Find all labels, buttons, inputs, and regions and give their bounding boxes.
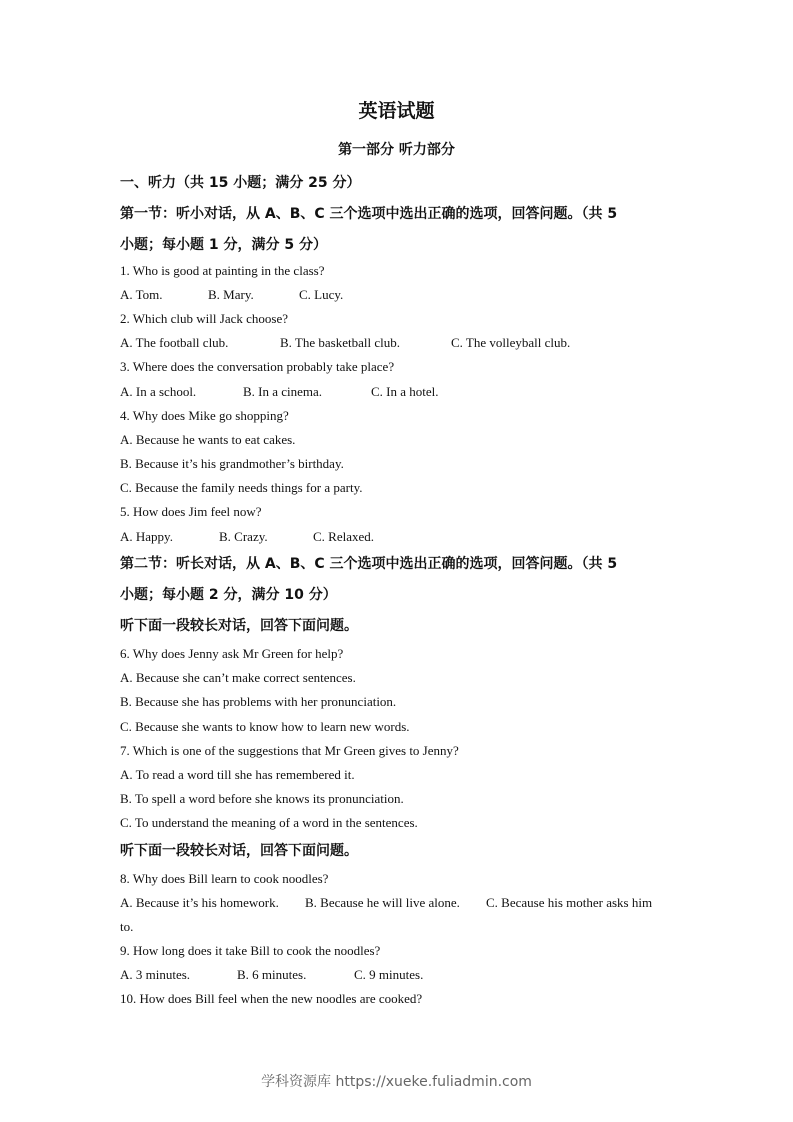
q1-option-a: A. Tom. — [120, 287, 163, 302]
question-6: 6. Why does Jenny ask Mr Green for help? — [120, 646, 344, 661]
q2-option-b: B. The basketball club. — [280, 335, 400, 350]
q9-option-a: A. 3 minutes. — [120, 967, 191, 982]
q3-option-b: B. In a cinema. — [243, 384, 323, 399]
q1-option-b: B. Mary. — [208, 287, 254, 302]
part-heading: 第一部分 听力部分 — [338, 142, 455, 158]
q3-option-a: A. In a school. — [120, 384, 197, 399]
q4-option-c: C. Because the family needs things for a party. — [120, 480, 363, 495]
q8-option-c-wrap: to. — [120, 919, 134, 934]
section-heading: 一、听力（共 15 小题；满分 25 分） — [120, 175, 361, 191]
q6-option-a: A. Because she can’t make correct sentences. — [120, 670, 356, 685]
q5-option-a: A. Happy. — [120, 529, 173, 544]
page-title: 英语试题 — [358, 100, 435, 122]
part2-instructions: 第二节：听长对话，从 A、B、C 三个选项中选出正确的选项，回答问题。（共 5 — [120, 556, 618, 572]
listening-instruction: 听下面一段较长对话，回答下面问题。 — [120, 618, 358, 634]
q4-option-a: A. Because he wants to eat cakes. — [120, 432, 296, 447]
q8-option-c: C. Because his mother asks him — [486, 895, 653, 910]
q3-option-c: C. In a hotel. — [371, 384, 439, 399]
q4-option-b: B. Because it’s his grandmother’s birthday. — [120, 456, 344, 471]
q8-option-a: A. Because it’s his homework. — [120, 895, 279, 910]
part1-instructions-cont: 小题；每小题 1 分，满分 5 分） — [120, 237, 327, 253]
q6-option-b: B. Because she has problems with her pronunciation. — [120, 694, 397, 709]
q5-option-b: B. Crazy. — [219, 529, 268, 544]
part1-instructions: 第一节：听小对话，从 A、B、C 三个选项中选出正确的选项，回答问题。（共 5 — [120, 206, 618, 222]
question-10: 10. How does Bill feel when the new noodles are cooked? — [120, 991, 423, 1006]
question-2: 2. Which club will Jack choose? — [120, 311, 288, 326]
part2-instructions-cont: 小题；每小题 2 分，满分 10 分） — [120, 587, 337, 603]
question-5: 5. How does Jim feel now? — [120, 504, 262, 519]
q7-option-b: B. To spell a word before she knows its pronunciation. — [120, 791, 404, 806]
question-1: 1. Who is good at painting in the class? — [120, 263, 325, 278]
q9-option-c: C. 9 minutes. — [354, 967, 424, 982]
q5-option-c: C. Relaxed. — [313, 529, 375, 544]
listening-instruction: 听下面一段较长对话，回答下面问题。 — [120, 843, 358, 859]
q2-option-c: C. The volleyball club. — [451, 335, 571, 350]
question-9: 9. How long does it take Bill to cook the noodles? — [120, 943, 381, 958]
q1-option-c: C. Lucy. — [299, 287, 344, 302]
q7-option-a: A. To read a word till she has remembered it. — [120, 767, 355, 782]
q6-option-c: C. Because she wants to know how to learn new words. — [120, 719, 410, 734]
q8-option-b: B. Because he will live alone. — [305, 895, 460, 910]
footer-watermark: 学科资源库 https://xueke.fuliadmin.com — [261, 1074, 532, 1090]
question-4: 4. Why does Mike go shopping? — [120, 408, 289, 423]
question-7: 7. Which is one of the suggestions that Mr Green gives to Jenny? — [120, 743, 459, 758]
q2-option-a: A. The football club. — [120, 335, 229, 350]
q7-option-c: C. To understand the meaning of a word in the sentences. — [120, 815, 418, 830]
question-8: 8. Why does Bill learn to cook noodles? — [120, 871, 329, 886]
q9-option-b: B. 6 minutes. — [237, 967, 307, 982]
question-3: 3. Where does the conversation probably take place? — [120, 359, 395, 374]
